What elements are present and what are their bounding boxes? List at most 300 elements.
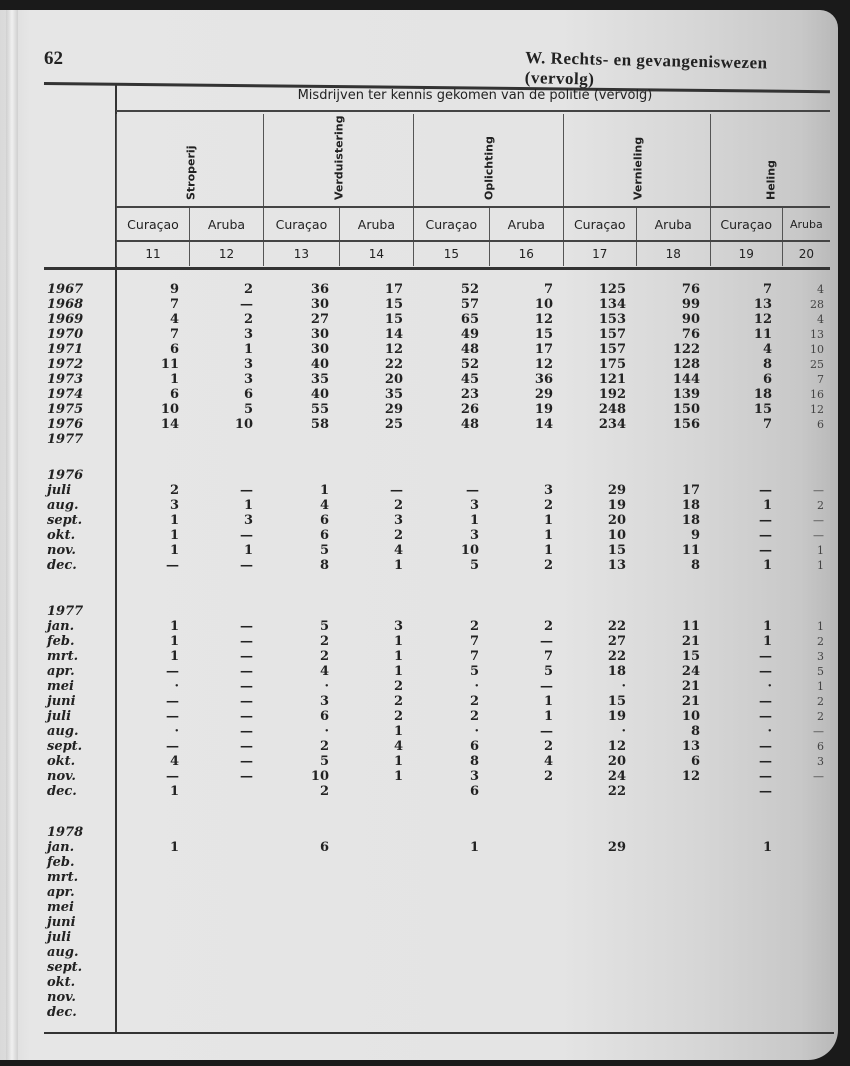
table-cell: 6 xyxy=(169,387,179,402)
table-row xyxy=(116,543,830,558)
table-cell: 2 xyxy=(817,635,824,648)
table-row xyxy=(116,312,830,327)
page-spine-shadow xyxy=(6,10,18,1060)
table-cell: 30 xyxy=(310,342,329,357)
table-cell: 21 xyxy=(681,634,700,649)
table-cell: 40 xyxy=(310,357,329,372)
table-cell: 3 xyxy=(243,357,253,372)
month-label: apr. xyxy=(47,885,75,900)
table-cell: · xyxy=(767,679,772,694)
table-row xyxy=(116,945,830,960)
table-cell: 76 xyxy=(681,282,700,297)
table-row xyxy=(116,387,830,402)
table-row xyxy=(116,558,830,573)
island-header: Aruba xyxy=(489,208,563,240)
table-cell: — xyxy=(240,754,253,769)
month-label: aug. xyxy=(47,945,79,960)
crime-header-verduistering xyxy=(263,114,414,206)
table-cell: 7 xyxy=(469,634,479,649)
table-row xyxy=(116,960,830,975)
table-cell: 45 xyxy=(460,372,479,387)
table-cell: 2 xyxy=(169,483,179,498)
table-cell: 24 xyxy=(607,769,626,784)
table-cell: 3 xyxy=(817,755,824,768)
table-cell: 1 xyxy=(817,620,824,633)
table-row xyxy=(116,1005,830,1020)
table-cell: 15 xyxy=(384,312,403,327)
table-cell: — xyxy=(240,739,253,754)
table-row xyxy=(116,870,830,885)
table-cell: 1 xyxy=(543,709,553,724)
table-cell: 20 xyxy=(607,754,626,769)
table-cell: 4 xyxy=(169,754,179,769)
table-cell: 2 xyxy=(543,498,553,513)
table-cell: — xyxy=(540,724,553,739)
table-cell: 22 xyxy=(607,619,626,634)
table-cell: 10 xyxy=(810,343,824,356)
table-cell: 13 xyxy=(681,739,700,754)
island-header-row xyxy=(116,208,830,240)
table-cell: 1 xyxy=(393,724,403,739)
table-cell: 2 xyxy=(543,769,553,784)
month-label: dec. xyxy=(47,1005,77,1020)
table-cell: — xyxy=(759,709,772,724)
table-cell: 128 xyxy=(672,357,700,372)
year-label: 1978 xyxy=(47,825,84,840)
table-cell: 25 xyxy=(384,417,403,432)
island-header: Aruba xyxy=(339,208,413,240)
table-row xyxy=(116,900,830,915)
table-row xyxy=(116,483,830,498)
table-cell: 8 xyxy=(319,558,329,573)
table-cell: 1 xyxy=(169,649,179,664)
table-cell: 1 xyxy=(543,543,553,558)
table-cell: 144 xyxy=(672,372,700,387)
table-cell: · xyxy=(767,724,772,739)
table-cell: 4 xyxy=(319,498,329,513)
table-cell: 1 xyxy=(169,372,179,387)
table-cell: 1 xyxy=(393,558,403,573)
table-cell: — xyxy=(240,769,253,784)
table-cell: 12 xyxy=(753,312,772,327)
month-label: sept. xyxy=(47,960,83,975)
table-cell: 12 xyxy=(607,739,626,754)
table-cell: 7 xyxy=(762,417,772,432)
table-cell: 25 xyxy=(810,358,824,371)
year-label: 1975 xyxy=(47,402,84,417)
table-cell: 6 xyxy=(469,784,479,799)
table-cell: 6 xyxy=(319,513,329,528)
header-divider xyxy=(116,110,830,112)
table-row xyxy=(116,282,830,297)
table-cell: — xyxy=(240,483,253,498)
month-label: feb. xyxy=(47,634,75,649)
table-cell: 192 xyxy=(598,387,626,402)
header-bottom-rule xyxy=(44,267,830,270)
month-label: mei xyxy=(47,679,74,694)
table-cell: 2 xyxy=(243,312,253,327)
table-cell: 8 xyxy=(469,754,479,769)
table-cell: 1 xyxy=(169,634,179,649)
table-row xyxy=(116,679,830,694)
table-cell: 1 xyxy=(243,342,253,357)
table-cell: 3 xyxy=(243,327,253,342)
table-cell: 27 xyxy=(310,312,329,327)
table-cell: · xyxy=(324,679,329,694)
table-cell: 122 xyxy=(672,342,700,357)
table-cell: 150 xyxy=(672,402,700,417)
table-cell: 15 xyxy=(607,543,626,558)
table-cell: 22 xyxy=(607,784,626,799)
table-cell: — xyxy=(240,694,253,709)
table-cell: 7 xyxy=(169,297,179,312)
table-cell: 2 xyxy=(393,709,403,724)
table-cell: 157 xyxy=(598,327,626,342)
month-label: aug. xyxy=(47,498,79,513)
table-cell: 4 xyxy=(319,664,329,679)
table-cell: 3 xyxy=(169,498,179,513)
column-number: 13 xyxy=(263,242,339,266)
table-cell: 17 xyxy=(384,282,403,297)
island-header: Aruba xyxy=(636,208,710,240)
table-cell: 4 xyxy=(169,312,179,327)
table-cell: — xyxy=(759,769,772,784)
table-cell: 10 xyxy=(460,543,479,558)
table-cell: 55 xyxy=(310,402,329,417)
table-cell: 7 xyxy=(762,282,772,297)
table-cell: 8 xyxy=(762,357,772,372)
table-cell: 22 xyxy=(607,649,626,664)
table-cell: 29 xyxy=(384,402,403,417)
table-cell: 99 xyxy=(681,297,700,312)
monthly-1976-data-block xyxy=(116,483,830,573)
table-cell: 1 xyxy=(393,769,403,784)
table-cell: 3 xyxy=(243,513,253,528)
table-cell: 35 xyxy=(384,387,403,402)
table-cell: — xyxy=(759,513,772,528)
table-cell: 1 xyxy=(169,528,179,543)
table-row xyxy=(116,739,830,754)
table-cell: 1 xyxy=(817,559,824,572)
table-row xyxy=(116,930,830,945)
table-cell: — xyxy=(759,739,772,754)
table-cell: 21 xyxy=(681,694,700,709)
table-row xyxy=(116,885,830,900)
table-cell: 3 xyxy=(319,694,329,709)
table-cell: 2 xyxy=(393,694,403,709)
month-label: mei xyxy=(47,900,74,915)
table-row xyxy=(116,855,830,870)
table-cell: 1 xyxy=(817,544,824,557)
table-cell: · xyxy=(621,679,626,694)
table-cell: 18 xyxy=(681,498,700,513)
island-header: Aruba xyxy=(189,208,263,240)
month-label: juli xyxy=(47,930,72,945)
table-cell: — xyxy=(540,634,553,649)
table-cell: 40 xyxy=(310,387,329,402)
column-number: 14 xyxy=(339,242,413,266)
table-cell: 6 xyxy=(817,740,824,753)
month-label: dec. xyxy=(47,558,77,573)
table-cell: 5 xyxy=(319,543,329,558)
table-cell: 30 xyxy=(310,327,329,342)
table-cell: 1 xyxy=(543,694,553,709)
table-cell: — xyxy=(540,679,553,694)
year-label: 1976 xyxy=(47,417,84,432)
table-cell: 3 xyxy=(393,513,403,528)
table-cell: 12 xyxy=(681,769,700,784)
table-cell: 2 xyxy=(393,528,403,543)
table-cell: 52 xyxy=(460,357,479,372)
crime-header-heling xyxy=(710,114,831,206)
table-cell: 18 xyxy=(681,513,700,528)
table-cell: 2 xyxy=(543,558,553,573)
table-cell: 48 xyxy=(460,417,479,432)
table-row xyxy=(116,342,830,357)
table-cell: 2 xyxy=(469,619,479,634)
monthly-1977-data-block xyxy=(116,619,830,799)
table-row xyxy=(116,769,830,784)
table-cell: 17 xyxy=(681,483,700,498)
month-label: okt. xyxy=(47,754,76,769)
table-cell: — xyxy=(240,724,253,739)
table-row xyxy=(116,357,830,372)
table-cell: 5 xyxy=(319,754,329,769)
crime-label: Oplichting xyxy=(482,136,496,200)
page-number: 62 xyxy=(44,48,63,69)
table-cell: 3 xyxy=(469,769,479,784)
table-cell: 1 xyxy=(762,498,772,513)
crime-label: Heling xyxy=(764,160,778,200)
table-cell: 6 xyxy=(469,739,479,754)
island-header: Curaçao xyxy=(116,208,189,240)
table-cell: 17 xyxy=(534,342,553,357)
table-cell: 1 xyxy=(393,634,403,649)
table-cell: 15 xyxy=(753,402,772,417)
table-row xyxy=(116,417,830,432)
table-cell: 4 xyxy=(817,313,824,326)
table-cell: — xyxy=(166,769,179,784)
table-cell: — xyxy=(166,664,179,679)
bottom-rule xyxy=(44,1032,834,1034)
table-row xyxy=(116,498,830,513)
table-cell: 10 xyxy=(160,402,179,417)
table-cell: 6 xyxy=(319,840,329,855)
table-cell: 1 xyxy=(169,840,179,855)
table-cell: 10 xyxy=(234,417,253,432)
table-cell: 13 xyxy=(810,328,824,341)
table-cell: 15 xyxy=(681,649,700,664)
table-cell: 12 xyxy=(384,342,403,357)
table-cell: — xyxy=(240,558,253,573)
table-cell: 2 xyxy=(393,498,403,513)
table-cell: 5 xyxy=(469,558,479,573)
table-cell: — xyxy=(240,709,253,724)
table-cell: 2 xyxy=(469,694,479,709)
table-cell: 3 xyxy=(817,650,824,663)
table-cell: — xyxy=(240,297,253,312)
table-cell: — xyxy=(240,679,253,694)
table-cell: 3 xyxy=(393,619,403,634)
table-cell: — xyxy=(390,483,403,498)
table-cell: 2 xyxy=(319,739,329,754)
table-cell: 15 xyxy=(534,327,553,342)
month-label: nov. xyxy=(47,769,76,784)
table-cell: 1 xyxy=(762,619,772,634)
table-row xyxy=(116,694,830,709)
table-row xyxy=(116,432,830,447)
table-cell: 248 xyxy=(598,402,626,417)
table-cell: 1 xyxy=(469,513,479,528)
crime-header-stroperij xyxy=(116,114,264,206)
table-row xyxy=(116,372,830,387)
table-cell: 4 xyxy=(762,342,772,357)
table-cell: — xyxy=(240,528,253,543)
table-cell: — xyxy=(759,528,772,543)
table-cell: 5 xyxy=(817,665,824,678)
table-cell: · xyxy=(174,679,179,694)
table-cell: — xyxy=(240,619,253,634)
table-cell: 157 xyxy=(598,342,626,357)
table-row xyxy=(116,664,830,679)
table-cell: 2 xyxy=(319,649,329,664)
table-cell: 6 xyxy=(319,709,329,724)
column-number: 19 xyxy=(710,242,782,266)
year-label: 1977 xyxy=(47,432,84,447)
crime-label: Verduistering xyxy=(332,115,346,200)
table-cell: 6 xyxy=(319,528,329,543)
table-row xyxy=(116,840,830,855)
table-cell: 20 xyxy=(384,372,403,387)
table-cell: 1 xyxy=(243,543,253,558)
table-cell: 29 xyxy=(534,387,553,402)
table-cell: 4 xyxy=(393,543,403,558)
table-cell: 5 xyxy=(469,664,479,679)
table-cell: 139 xyxy=(672,387,700,402)
column-number: 12 xyxy=(189,242,263,266)
table-cell: 6 xyxy=(817,418,824,431)
year-labels xyxy=(47,282,113,447)
table-cell: 4 xyxy=(543,754,553,769)
table-cell: 76 xyxy=(681,327,700,342)
table-cell: 6 xyxy=(690,754,700,769)
year-label: 1971 xyxy=(47,342,84,357)
column-number-row xyxy=(116,242,830,266)
table-cell: — xyxy=(166,694,179,709)
table-cell: 19 xyxy=(607,709,626,724)
table-cell: 3 xyxy=(243,372,253,387)
year-label: 1969 xyxy=(47,312,84,327)
crime-label: Stroperij xyxy=(184,145,197,200)
table-cell: 175 xyxy=(598,357,626,372)
table-cell: 28 xyxy=(810,298,824,311)
table-row xyxy=(116,990,830,1005)
month-label: juli xyxy=(47,709,72,724)
table-cell: 15 xyxy=(607,694,626,709)
table-cell: — xyxy=(466,483,479,498)
year-label: 1972 xyxy=(47,357,84,372)
table-cell: 10 xyxy=(534,297,553,312)
table-cell: 1 xyxy=(469,840,479,855)
month-label: nov. xyxy=(47,543,76,558)
column-number: 11 xyxy=(116,242,189,266)
month-label: sept. xyxy=(47,739,83,754)
year-label: 1977 xyxy=(47,604,84,619)
year-label: 1970 xyxy=(47,327,84,342)
table-cell: 4 xyxy=(393,739,403,754)
table-cell: · xyxy=(474,724,479,739)
table-cell: 7 xyxy=(169,327,179,342)
column-number: 20 xyxy=(782,242,830,266)
table-cell: 7 xyxy=(469,649,479,664)
monthly-1978-data-block xyxy=(116,840,830,1020)
crime-header-oplichting xyxy=(413,114,564,206)
table-cell: 48 xyxy=(460,342,479,357)
table-cell: 12 xyxy=(534,312,553,327)
table-cell: · xyxy=(174,724,179,739)
month-labels-1977 xyxy=(47,604,113,799)
crime-label: Vernieling xyxy=(631,136,644,200)
table-cell: 2 xyxy=(243,282,253,297)
table-cell: 49 xyxy=(460,327,479,342)
table-cell: 8 xyxy=(690,724,700,739)
table-cell: 2 xyxy=(543,739,553,754)
table-cell: 1 xyxy=(169,619,179,634)
table-row xyxy=(116,915,830,930)
table-cell: 8 xyxy=(690,558,700,573)
table-cell: — xyxy=(813,529,824,542)
month-label: aug. xyxy=(47,724,79,739)
table-cell: 2 xyxy=(319,784,329,799)
running-head: W. Rechts- en gevangeniswezen (vervolg) xyxy=(524,48,768,89)
year-label: 1973 xyxy=(47,372,84,387)
month-label: juli xyxy=(47,483,72,498)
table-cell: 12 xyxy=(810,403,824,416)
table-cell: 6 xyxy=(762,372,772,387)
table-cell: 58 xyxy=(310,417,329,432)
table-cell: — xyxy=(166,558,179,573)
table-row xyxy=(116,513,830,528)
table-cell: 27 xyxy=(607,634,626,649)
island-header: Curaçao xyxy=(563,208,636,240)
table-cell: 11 xyxy=(160,357,179,372)
table-cell: — xyxy=(813,725,824,738)
table-cell: 14 xyxy=(384,327,403,342)
table-cell: 13 xyxy=(753,297,772,312)
table-cell: — xyxy=(759,543,772,558)
table-cell: — xyxy=(759,784,772,799)
table-cell: 30 xyxy=(310,297,329,312)
table-cell: 3 xyxy=(469,498,479,513)
table-cell: 10 xyxy=(607,528,626,543)
table-cell: — xyxy=(166,739,179,754)
table-cell: 2 xyxy=(817,499,824,512)
month-label: dec. xyxy=(47,784,77,799)
month-labels-1976 xyxy=(47,468,113,573)
table-cell: 18 xyxy=(607,664,626,679)
year-label: 1967 xyxy=(47,282,84,297)
table-cell: 1 xyxy=(543,513,553,528)
table-cell: — xyxy=(759,483,772,498)
table-cell: 4 xyxy=(817,283,824,296)
table-cell: · xyxy=(621,724,626,739)
table-cell: 57 xyxy=(460,297,479,312)
table-cell: 1 xyxy=(243,498,253,513)
table-cell: — xyxy=(759,664,772,679)
table-row xyxy=(116,619,830,634)
table-cell: 16 xyxy=(810,388,824,401)
table-row xyxy=(116,528,830,543)
